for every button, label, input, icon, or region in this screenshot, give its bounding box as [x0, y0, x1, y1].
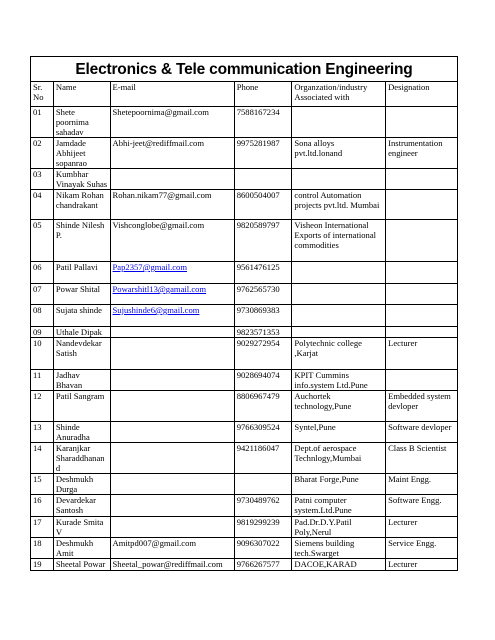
row-name-text: Sujata shinde	[55, 305, 102, 315]
row-designation	[386, 517, 458, 538]
row-email-text: Sheetal_powar@rediffmail.com	[112, 559, 223, 569]
row-name-text: Kurade Smita V	[55, 517, 104, 537]
row-sr-no	[31, 443, 54, 474]
row-organization-text: control Automation projects pvt.ltd. Mumbai	[294, 190, 380, 210]
row-sr-no	[31, 262, 54, 284]
row-name	[53, 443, 110, 474]
row-designation-text: Lecturer	[388, 338, 418, 348]
row-sr-no-text: 03	[33, 169, 42, 179]
row-phone	[234, 559, 292, 571]
row-organization	[292, 538, 386, 559]
row-name-text: Devardekar Santosh	[55, 495, 96, 515]
column-header-organization: Organzation/industry Associated with	[292, 82, 386, 107]
row-organization	[292, 474, 386, 495]
row-name	[53, 284, 110, 305]
row-organization	[292, 107, 386, 138]
column-header-name: Name	[53, 82, 110, 107]
row-sr-no-text: 19	[33, 559, 42, 569]
row-phone	[234, 262, 292, 284]
row-phone-text: 9766267577	[236, 559, 280, 569]
row-designation-text: Embedded system devloper	[388, 391, 451, 411]
row-designation	[386, 391, 458, 422]
row-sr-no-text: 18	[33, 538, 42, 548]
row-phone	[234, 495, 292, 517]
row-designation-text: Lecturer	[388, 559, 418, 569]
row-designation	[386, 169, 458, 190]
row-email	[110, 474, 234, 495]
row-phone	[234, 327, 292, 338]
row-sr-no-text: 07	[33, 284, 42, 294]
row-email	[110, 443, 234, 474]
row-name	[53, 338, 110, 370]
row-sr-no	[31, 138, 54, 169]
row-name-text: Shete poornima sahadav	[55, 107, 89, 137]
row-phone-text: 9823571353	[236, 327, 280, 337]
row-sr-no	[31, 305, 54, 327]
row-name-text: Kumbhar Vinayak Suhas	[55, 169, 108, 189]
row-phone-text: 8806967479	[236, 391, 280, 401]
page-title: Electronics & Tele communication Engineering	[30, 56, 458, 81]
row-sr-no	[31, 338, 54, 370]
row-phone	[234, 422, 292, 443]
row-designation	[386, 338, 458, 370]
table-row	[31, 327, 458, 338]
row-name-text: Shinde Anuradha	[55, 422, 90, 442]
row-designation-text: Service Engg.	[388, 538, 437, 548]
row-email	[110, 169, 234, 190]
row-email	[110, 422, 234, 443]
row-designation	[386, 190, 458, 220]
row-sr-no-text: 16	[33, 495, 42, 505]
row-name	[53, 538, 110, 559]
row-organization	[292, 305, 386, 327]
table-row	[31, 107, 458, 138]
row-organization	[292, 220, 386, 262]
table-row	[31, 190, 458, 220]
row-name-text: Shinde Nilesh P.	[55, 220, 105, 240]
row-name-text: Deshmukh Durga	[55, 474, 94, 494]
row-designation	[386, 327, 458, 338]
row-name	[53, 495, 110, 517]
row-organization-text: Patni computer system.Ltd.Pune	[294, 495, 352, 515]
row-organization	[292, 422, 386, 443]
table-row	[31, 284, 458, 305]
row-sr-no-text: 12	[33, 391, 42, 401]
row-email	[110, 262, 234, 284]
row-phone-text: 9820589797	[236, 220, 280, 230]
row-designation	[386, 422, 458, 443]
row-name	[53, 327, 110, 338]
row-name	[53, 169, 110, 190]
row-designation	[386, 370, 458, 391]
row-sr-no	[31, 220, 54, 262]
table-row	[31, 220, 458, 262]
table-row	[31, 559, 458, 571]
table-row	[31, 305, 458, 327]
row-phone-text: 7588167234	[236, 107, 280, 117]
row-sr-no	[31, 559, 54, 571]
row-sr-no	[31, 169, 54, 190]
table-row	[31, 517, 458, 538]
row-sr-no-text: 01	[33, 107, 42, 117]
row-sr-no-text: 08	[33, 305, 42, 315]
row-organization	[292, 190, 386, 220]
row-email-text: Abhi-jeet@rediffmail.com	[112, 138, 205, 148]
row-phone	[234, 538, 292, 559]
row-name	[53, 220, 110, 262]
row-organization-text: Pad.Dr.D.Y.Patil Poly,Nerul	[294, 517, 352, 537]
row-name	[53, 305, 110, 327]
row-phone	[234, 474, 292, 495]
row-name-text: Sheetal Powar	[55, 559, 106, 569]
row-name	[53, 262, 110, 284]
row-designation	[386, 443, 458, 474]
row-name	[53, 138, 110, 169]
row-designation	[386, 559, 458, 571]
row-phone	[234, 338, 292, 370]
row-organization	[292, 284, 386, 305]
row-phone-text: 9730869383	[236, 305, 280, 315]
row-phone-text: 9975281987	[236, 138, 280, 148]
row-name-text: Jamdade Abhijeet sopanrao	[55, 138, 87, 168]
row-organization	[292, 370, 386, 391]
row-sr-no-text: 13	[33, 422, 42, 432]
row-sr-no	[31, 495, 54, 517]
row-organization	[292, 262, 386, 284]
row-organization-text: Polytechnic college ,Karjat	[294, 338, 362, 358]
row-email	[110, 495, 234, 517]
row-sr-no-text: 02	[33, 138, 42, 148]
row-email-text: Rohan.nikam77@gmail.com	[112, 190, 212, 200]
row-email	[110, 559, 234, 571]
row-name	[53, 370, 110, 391]
alumni-table	[30, 81, 458, 571]
row-designation	[386, 538, 458, 559]
alumni-table-body	[31, 82, 458, 571]
column-header-phone: Phone	[234, 82, 292, 107]
row-phone	[234, 220, 292, 262]
row-sr-no-text: 04	[33, 190, 42, 200]
row-name	[53, 559, 110, 571]
table-row	[31, 138, 458, 169]
row-email	[110, 220, 234, 262]
row-sr-no-text: 05	[33, 220, 42, 230]
row-designation-text: Lecturer	[388, 517, 418, 527]
row-organization-text: Bharat Forge,Pune	[294, 474, 359, 484]
row-phone-text: 9762565730	[236, 284, 280, 294]
row-phone	[234, 517, 292, 538]
row-designation	[386, 495, 458, 517]
row-phone-text: 9029272954	[236, 338, 280, 348]
row-email-text: Amitpd007@gmail.com	[112, 538, 197, 548]
table-row	[31, 262, 458, 284]
row-email	[110, 391, 234, 422]
table-row	[31, 495, 458, 517]
row-phone	[234, 107, 292, 138]
row-phone-text: 9561476125	[236, 262, 280, 272]
table-row	[31, 443, 458, 474]
row-sr-no	[31, 517, 54, 538]
row-organization	[292, 391, 386, 422]
row-email-text: Vishconglobe@gmail.com	[112, 220, 205, 230]
row-designation-text: Class B Scientist	[388, 443, 447, 453]
row-organization-text: Auchortek technology,Pune	[294, 391, 352, 411]
table-row	[31, 169, 458, 190]
table-row	[31, 538, 458, 559]
row-organization	[292, 559, 386, 571]
row-designation-text: Maint Engg.	[388, 474, 432, 484]
row-email	[110, 305, 234, 327]
row-phone	[234, 138, 292, 169]
row-sr-no	[31, 107, 54, 138]
row-phone	[234, 305, 292, 327]
row-phone	[234, 391, 292, 422]
row-organization-text: Siemens building tech.Swarget	[294, 538, 355, 558]
row-email	[110, 138, 234, 169]
row-email	[110, 517, 234, 538]
row-designation-text: Instrumentation engineer	[388, 138, 443, 158]
row-name	[53, 107, 110, 138]
row-phone-text: 9819299239	[236, 517, 280, 527]
row-phone-text: 9028694074	[236, 370, 280, 380]
row-organization-text: Visheon International Exports of international commodities	[294, 220, 377, 250]
row-sr-no-text: 17	[33, 517, 42, 527]
row-name-text: Nandevdekar Satish	[55, 338, 102, 358]
email-link[interactable]: Sujushinde6@gmail.com	[112, 305, 200, 315]
row-name	[53, 422, 110, 443]
row-sr-no	[31, 538, 54, 559]
row-organization	[292, 169, 386, 190]
column-header-designation: Designation	[386, 82, 458, 107]
row-organization-text: DACOE,KARAD	[294, 559, 357, 569]
row-designation	[386, 138, 458, 169]
row-sr-no	[31, 284, 54, 305]
table-row	[31, 338, 458, 370]
row-phone-text: 9766309524	[236, 422, 280, 432]
row-phone-text: 9421186047	[236, 443, 280, 453]
table-row	[31, 370, 458, 391]
row-name-text: Patil Pallavi	[55, 262, 98, 272]
row-name-text: Patil Sangram	[55, 391, 105, 401]
row-designation	[386, 107, 458, 138]
row-organization-text: Dept.of aerospace Technlogy,Mumbai	[294, 443, 362, 463]
row-email	[110, 370, 234, 391]
row-sr-no-text: 11	[33, 370, 42, 380]
row-sr-no	[31, 370, 54, 391]
row-organization	[292, 138, 386, 169]
email-link[interactable]: Powarshitl13@gamail.com	[112, 284, 207, 294]
row-phone	[234, 370, 292, 391]
row-designation	[386, 284, 458, 305]
row-organization	[292, 495, 386, 517]
row-organization	[292, 327, 386, 338]
row-sr-no	[31, 190, 54, 220]
row-email	[110, 190, 234, 220]
row-sr-no-text: 10	[33, 338, 42, 348]
document-sheet	[30, 56, 458, 571]
row-email	[110, 338, 234, 370]
table-row	[31, 391, 458, 422]
row-organization-text: Syntel,Pune	[294, 422, 336, 432]
row-sr-no-text: 15	[33, 474, 42, 484]
row-email	[110, 538, 234, 559]
row-designation	[386, 262, 458, 284]
row-email	[110, 284, 234, 305]
column-header-sr-no: Sr. No	[31, 82, 54, 107]
table-row	[31, 422, 458, 443]
row-phone-text: 9730489762	[236, 495, 280, 505]
row-sr-no-text: 06	[33, 262, 42, 272]
row-name-text: Karanjkar Sharaddhanand	[55, 443, 105, 473]
row-name-text: Jadhav Bhavan	[55, 370, 83, 390]
row-email-text: Shetepoornima@gmail.com	[112, 107, 209, 117]
row-sr-no	[31, 422, 54, 443]
row-organization	[292, 338, 386, 370]
row-sr-no	[31, 474, 54, 495]
row-name-text: Uthale Dipak	[55, 327, 102, 337]
row-phone-text: 8600504007	[236, 190, 280, 200]
row-phone	[234, 284, 292, 305]
row-phone-text: 9096307022	[236, 538, 280, 548]
row-name	[53, 474, 110, 495]
row-sr-no-text: 09	[33, 327, 42, 337]
table-row	[31, 474, 458, 495]
row-name-text: Deshmukh Amit	[55, 538, 94, 558]
row-designation-text: Software devloper	[388, 422, 452, 432]
row-email	[110, 327, 234, 338]
table-header-row	[31, 82, 458, 107]
row-name	[53, 391, 110, 422]
row-name	[53, 190, 110, 220]
row-phone	[234, 443, 292, 474]
row-organization-text: Sona alloys pvt.ltd.lonand	[294, 138, 343, 158]
row-organization-text: KPIT Cummins info.system Ltd.Pune	[294, 370, 368, 390]
row-phone	[234, 169, 292, 190]
email-link[interactable]: Pap2357@gmail.com	[112, 262, 188, 272]
row-designation	[386, 220, 458, 262]
row-designation-text: Software Engg.	[388, 495, 442, 505]
row-organization	[292, 443, 386, 474]
row-sr-no	[31, 391, 54, 422]
row-designation	[386, 474, 458, 495]
row-phone	[234, 190, 292, 220]
column-header-email: E-mail	[110, 82, 234, 107]
row-sr-no-text: 14	[33, 443, 42, 453]
row-name-text: Nikam Rohan chandrakant	[55, 190, 104, 210]
row-name	[53, 517, 110, 538]
row-name-text: Powar Shital	[55, 284, 101, 294]
row-organization	[292, 517, 386, 538]
row-sr-no	[31, 327, 54, 338]
row-designation	[386, 305, 458, 327]
row-email	[110, 107, 234, 138]
